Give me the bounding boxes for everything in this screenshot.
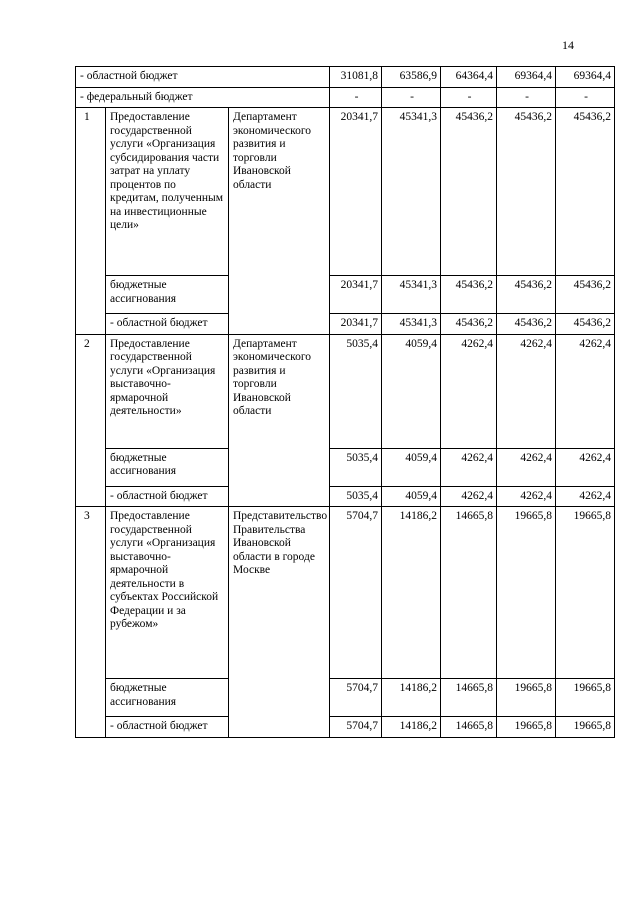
table-row xyxy=(76,334,615,448)
value-cell: 4262,4 xyxy=(441,486,497,507)
budget-table xyxy=(75,66,615,738)
value-cell: 20341,7 xyxy=(330,314,382,335)
value-cell: 45341,3 xyxy=(382,276,441,314)
value-cell: 45341,3 xyxy=(382,108,441,276)
value-cell: 4262,4 xyxy=(441,448,497,486)
value-cell: 5035,4 xyxy=(330,334,382,448)
table-row xyxy=(76,507,615,679)
value-cell: - xyxy=(556,87,615,108)
value-cell: 20341,7 xyxy=(330,276,382,314)
value-cell: - xyxy=(497,87,556,108)
table-row xyxy=(76,67,615,88)
service-name: Предоставление государственной услуги «Организация выставочно-ярмарочной деятельности в субъектах Российской Федерации и за рубежом» xyxy=(106,507,229,679)
value-cell: 69364,4 xyxy=(556,67,615,88)
value-cell: 4059,4 xyxy=(382,486,441,507)
value-cell: 5035,4 xyxy=(330,486,382,507)
value-cell: 4262,4 xyxy=(556,448,615,486)
table-row xyxy=(76,717,615,738)
value-cell: 5704,7 xyxy=(330,717,382,738)
table-row xyxy=(76,314,615,335)
value-cell: 5704,7 xyxy=(330,507,382,679)
value-cell: 20341,7 xyxy=(330,108,382,276)
value-cell: 5704,7 xyxy=(330,679,382,717)
value-cell: 4059,4 xyxy=(382,448,441,486)
page-number: 14 xyxy=(562,38,574,52)
value-cell: - xyxy=(330,87,382,108)
row-label: - областной бюджет xyxy=(76,67,330,88)
value-cell: 19665,8 xyxy=(497,717,556,738)
row-label: бюджетные ассигнования xyxy=(106,448,229,486)
table-row xyxy=(76,108,615,276)
value-cell: 14186,2 xyxy=(382,507,441,679)
row-label: бюджетные ассигнования xyxy=(106,276,229,314)
row-number: 2 xyxy=(76,334,106,507)
value-cell: - xyxy=(441,87,497,108)
value-cell: 19665,8 xyxy=(497,679,556,717)
table-row xyxy=(76,448,615,486)
table-row xyxy=(76,486,615,507)
row-label: - федеральный бюджет xyxy=(76,87,330,108)
value-cell: 4262,4 xyxy=(497,334,556,448)
value-cell: 19665,8 xyxy=(556,507,615,679)
value-cell: 19665,8 xyxy=(556,717,615,738)
value-cell: 69364,4 xyxy=(497,67,556,88)
table-row xyxy=(76,87,615,108)
value-cell: 5035,4 xyxy=(330,448,382,486)
row-label: бюджетные ассигнования xyxy=(106,679,229,717)
value-cell: 45436,2 xyxy=(441,314,497,335)
value-cell: 45436,2 xyxy=(497,276,556,314)
row-number: 1 xyxy=(76,108,106,335)
value-cell: 14186,2 xyxy=(382,717,441,738)
row-label: - областной бюджет xyxy=(106,314,229,335)
value-cell: 45436,2 xyxy=(441,276,497,314)
value-cell: 14665,8 xyxy=(441,507,497,679)
value-cell: 64364,4 xyxy=(441,67,497,88)
value-cell: 4262,4 xyxy=(556,486,615,507)
value-cell: 45436,2 xyxy=(497,314,556,335)
value-cell: 45436,2 xyxy=(556,108,615,276)
value-cell: 31081,8 xyxy=(330,67,382,88)
value-cell: 14665,8 xyxy=(441,679,497,717)
value-cell: 63586,9 xyxy=(382,67,441,88)
value-cell: 4059,4 xyxy=(382,334,441,448)
value-cell: 19665,8 xyxy=(497,507,556,679)
service-name: Предоставление государственной услуги «Организация выставочно-ярмарочной деятельности» xyxy=(106,334,229,448)
value-cell: 45436,2 xyxy=(441,108,497,276)
value-cell: 4262,4 xyxy=(556,334,615,448)
value-cell: - xyxy=(382,87,441,108)
value-cell: 4262,4 xyxy=(441,334,497,448)
value-cell: 45436,2 xyxy=(556,314,615,335)
service-name: Предоставление государственной услуги «Организация субсидирования части затрат на уплату процентов по кредитам, полученным на инвестиционные цели» xyxy=(106,108,229,276)
executor: Департамент экономического развития и торговли Ивановской области xyxy=(229,334,330,507)
value-cell: 4262,4 xyxy=(497,486,556,507)
row-number: 3 xyxy=(76,507,106,738)
table-row xyxy=(76,679,615,717)
value-cell: 14186,2 xyxy=(382,679,441,717)
value-cell: 19665,8 xyxy=(556,679,615,717)
executor: Представительство Правительства Ивановской области в городе Москве xyxy=(229,507,330,738)
table-row xyxy=(76,276,615,314)
value-cell: 45436,2 xyxy=(556,276,615,314)
value-cell: 45341,3 xyxy=(382,314,441,335)
value-cell: 14665,8 xyxy=(441,717,497,738)
row-label: - областной бюджет xyxy=(106,486,229,507)
executor: Департамент экономического развития и торговли Ивановской области xyxy=(229,108,330,335)
value-cell: 45436,2 xyxy=(497,108,556,276)
row-label: - областной бюджет xyxy=(106,717,229,738)
value-cell: 4262,4 xyxy=(497,448,556,486)
